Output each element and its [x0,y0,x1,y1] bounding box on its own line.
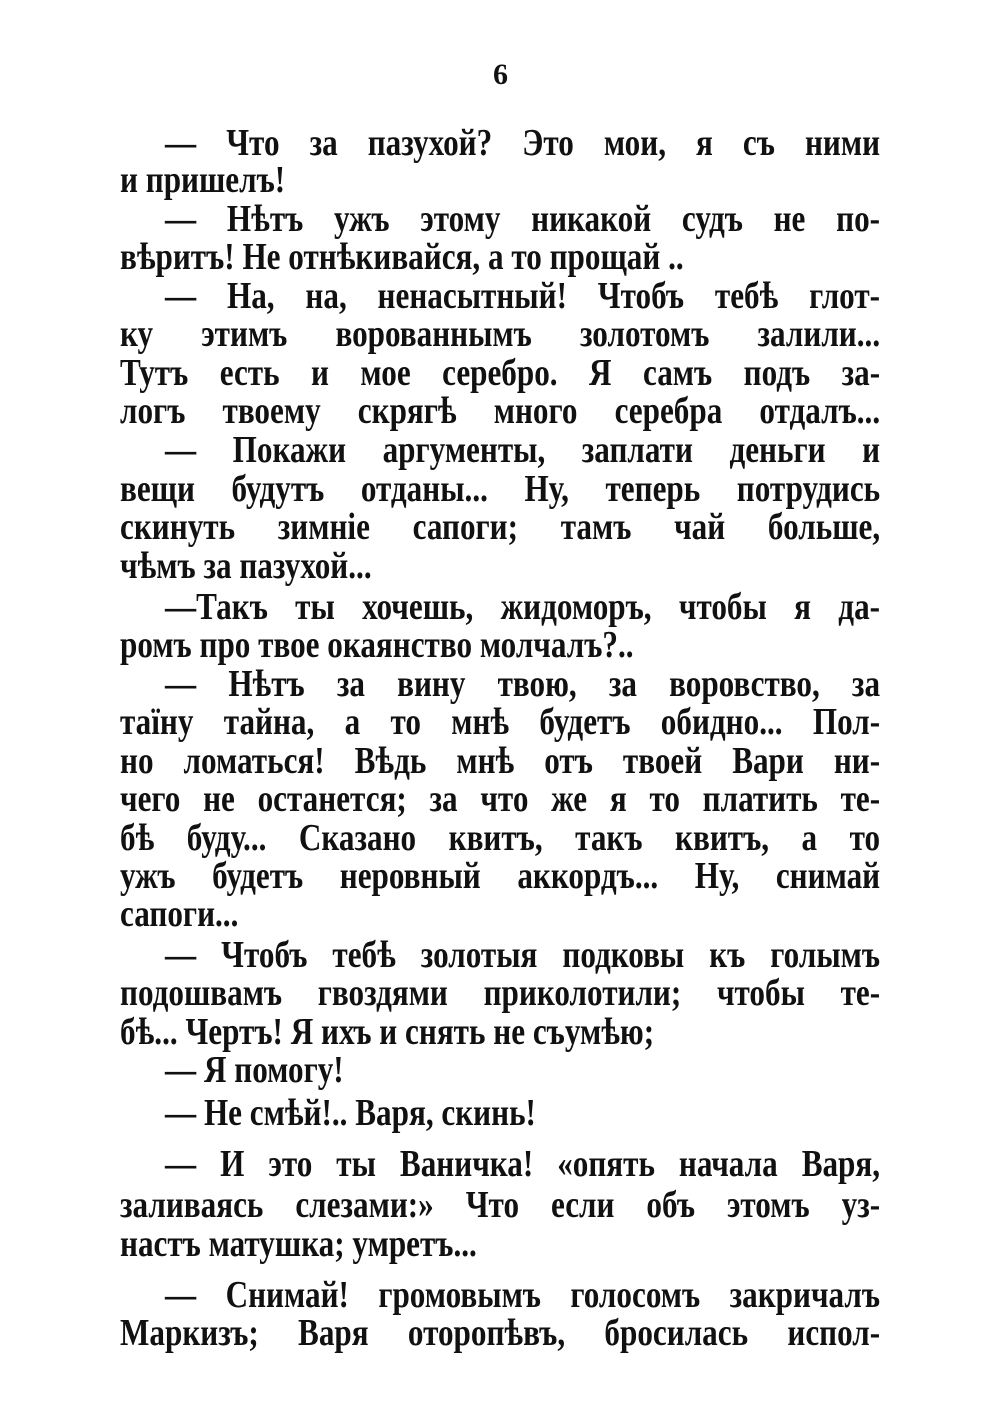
text-line: —Такъ ты хочешь, жидоморъ, чтобы я да- [165,586,881,628]
text-line: ку этимъ ворованнымъ золотомъ залили... [120,313,881,355]
text-line: Тутъ есть и мое серебро. Я самъ подъ за- [120,352,881,394]
text-line: Маркизъ; Варя оторопѣвъ, бросилась испол- [120,1312,881,1354]
text-line: бѣ... Чертъ! Я ихъ и снять не съумѣю; [120,1011,655,1053]
text-line: — На, на, ненасытный! Чтобъ тебѣ глот- [165,275,881,317]
text-line: чего не останется; за что же я то платить те- [120,778,881,820]
text-line: — Я помогу! [165,1049,344,1091]
text-line: ромъ про твое окаянство молчалъ?.. [120,624,634,666]
text-line: настъ матушка; умретъ... [120,1223,477,1265]
text-line: — И это ты Ваничка! «опять начала Варя, [165,1143,881,1185]
text-line: логъ твоему скрягѣ много серебра отдалъ... [120,390,881,432]
text-line: вѣритъ! Не отнѣкивайся, а то прощай .. [120,236,684,278]
text-line: бѣ буду... Сказано квитъ, такъ квитъ, а то [120,817,881,859]
text-line: — Снимай! громовымъ голосомъ закричалъ [165,1274,881,1316]
text-line: — Покажи аргументы, заплати деньги и [165,429,881,471]
text-line: таїну тайна, а то мнѣ будетъ обидно... Пол- [120,701,881,743]
page-number: 6 [493,58,508,91]
text-line: ужъ будетъ неровный аккордъ... Ну, снимай [120,855,881,897]
text-line: заливаясь слезами:» Что если объ этомъ уз- [120,1184,881,1226]
text-line: — Нѣтъ за вину твою, за воровство, за [165,663,881,705]
text-line: сапоги... [120,893,239,935]
text-line: — Что за пазухой? Это мои, я съ ними [165,122,881,164]
text-line: — Нѣтъ ужъ этому никакой судъ не по- [165,198,881,240]
text-line: вещи будутъ отданы... Ну, теперь потрудись [120,468,881,510]
text-line: чѣмъ за пазухой... [120,545,372,587]
text-line: и пришелъ! [120,159,286,201]
text-line: — Чтобъ тебѣ золотыя подковы къ голымъ [165,934,881,976]
text-line: но ломаться! Вѣдь мнѣ отъ твоей Вари ни- [120,740,881,782]
text-line: — Не смѣй!.. Варя, скинь! [165,1092,536,1134]
text-line: подошвамъ гвоздями приколотили; чтобы те- [120,972,881,1014]
text-line: скинуть зимніе сапоги; тамъ чай больше, [120,506,881,548]
